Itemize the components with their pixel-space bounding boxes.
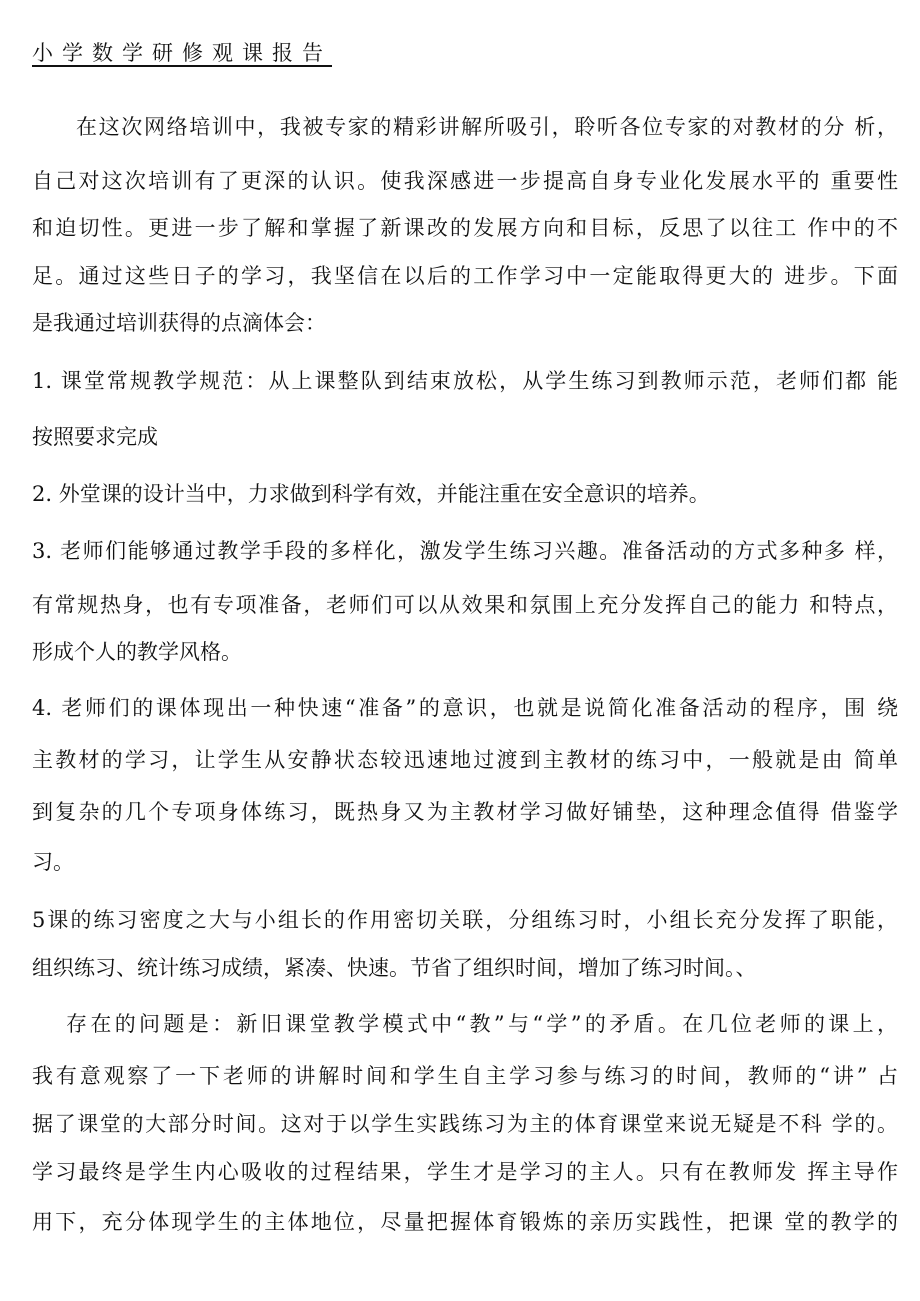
list-item-2-line: 2. 外堂课的设计当中，力求做到科学有效，并能注重在安全意识的培养。 — [32, 482, 710, 506]
list-item-1-line: 1. 课堂常规教学规范：从上课整队到结束放松，从学生练习到教师示范，老师们都 能 — [32, 369, 898, 393]
paragraph-line: 学习最终是学生内心吸收的过程结果，学生才是学习的主人。只有在教师发 挥主导作 — [32, 1160, 898, 1184]
paragraph-line: 用下，充分体现学生的主体地位，尽量把握体育锻炼的亲历实践性，把课 堂的教学的 — [32, 1210, 899, 1234]
document-title: 小学数学研修观课报告 — [32, 41, 332, 65]
list-item-1-line: 按照要求完成 — [32, 425, 158, 449]
paragraph-line: 我有意观察了一下老师的讲解时间和学生自主学习参与练习的时间，教师的“讲” 占 — [32, 1064, 898, 1088]
list-item-5-line: 组织练习、统计练习成绩，紧凑、快速。节省了组织时间，增加了练习时间。、 — [32, 956, 757, 980]
paragraph-line: 自己对这次培训有了更深的认识。使我深感进一步提高自身专业化发展水平的 重要性 — [32, 169, 898, 193]
list-item-5-line: 5课的练习密度之大与小组长的作用密切关联，分组练习时，小组长充分发挥了职能， — [32, 908, 898, 932]
list-item-4-line: 习。 — [32, 850, 74, 874]
paragraph-line: 存在的问题是：新旧课堂教学模式中“教”与“学”的矛盾。在几位老师的课上， — [66, 1012, 898, 1036]
list-item-4-line: 到复杂的几个专项身体练习，既热身又为主教材学习做好铺垫，这种理念值得 借鉴学 — [32, 800, 898, 824]
list-item-4-line: 4. 老师们的课体现出一种快速“准备”的意识，也就是说简化准备活动的程序，围 绕 — [32, 696, 898, 720]
list-item-3-line: 3. 老师们能够通过教学手段的多样化，激发学生练习兴趣。准备活动的方式多种多 样， — [32, 539, 898, 563]
paragraph-line: 是我通过培训获得的点滴体会： — [32, 311, 326, 335]
paragraph-line: 据了课堂的大部分时间。这对于以学生实践练习为主的体育课堂来说无疑是不科 学的。 — [32, 1112, 898, 1136]
list-item-3-line: 有常规热身，也有专项准备，老师们可以从效果和氛围上充分发挥自己的能力 和特点， — [32, 593, 898, 617]
list-item-3-line: 形成个人的教学风格。 — [32, 640, 242, 664]
paragraph-line: 足。通过这些日子的学习，我坚信在以后的工作学习中一定能取得更大的 进步。下面 — [32, 264, 899, 288]
paragraph-line: 和迫切性。更进一步了解和掌握了新课改的发展方向和目标，反思了以往工 作中的不 — [32, 216, 898, 240]
paragraph-line: 在这次网络培训中，我被专家的精彩讲解所吸引，聆听各位专家的对教材的分 析， — [76, 115, 898, 139]
list-item-4-line: 主教材的学习，让学生从安静状态较迅速地过渡到主教材的练习中，一般就是由 简单 — [32, 748, 898, 772]
